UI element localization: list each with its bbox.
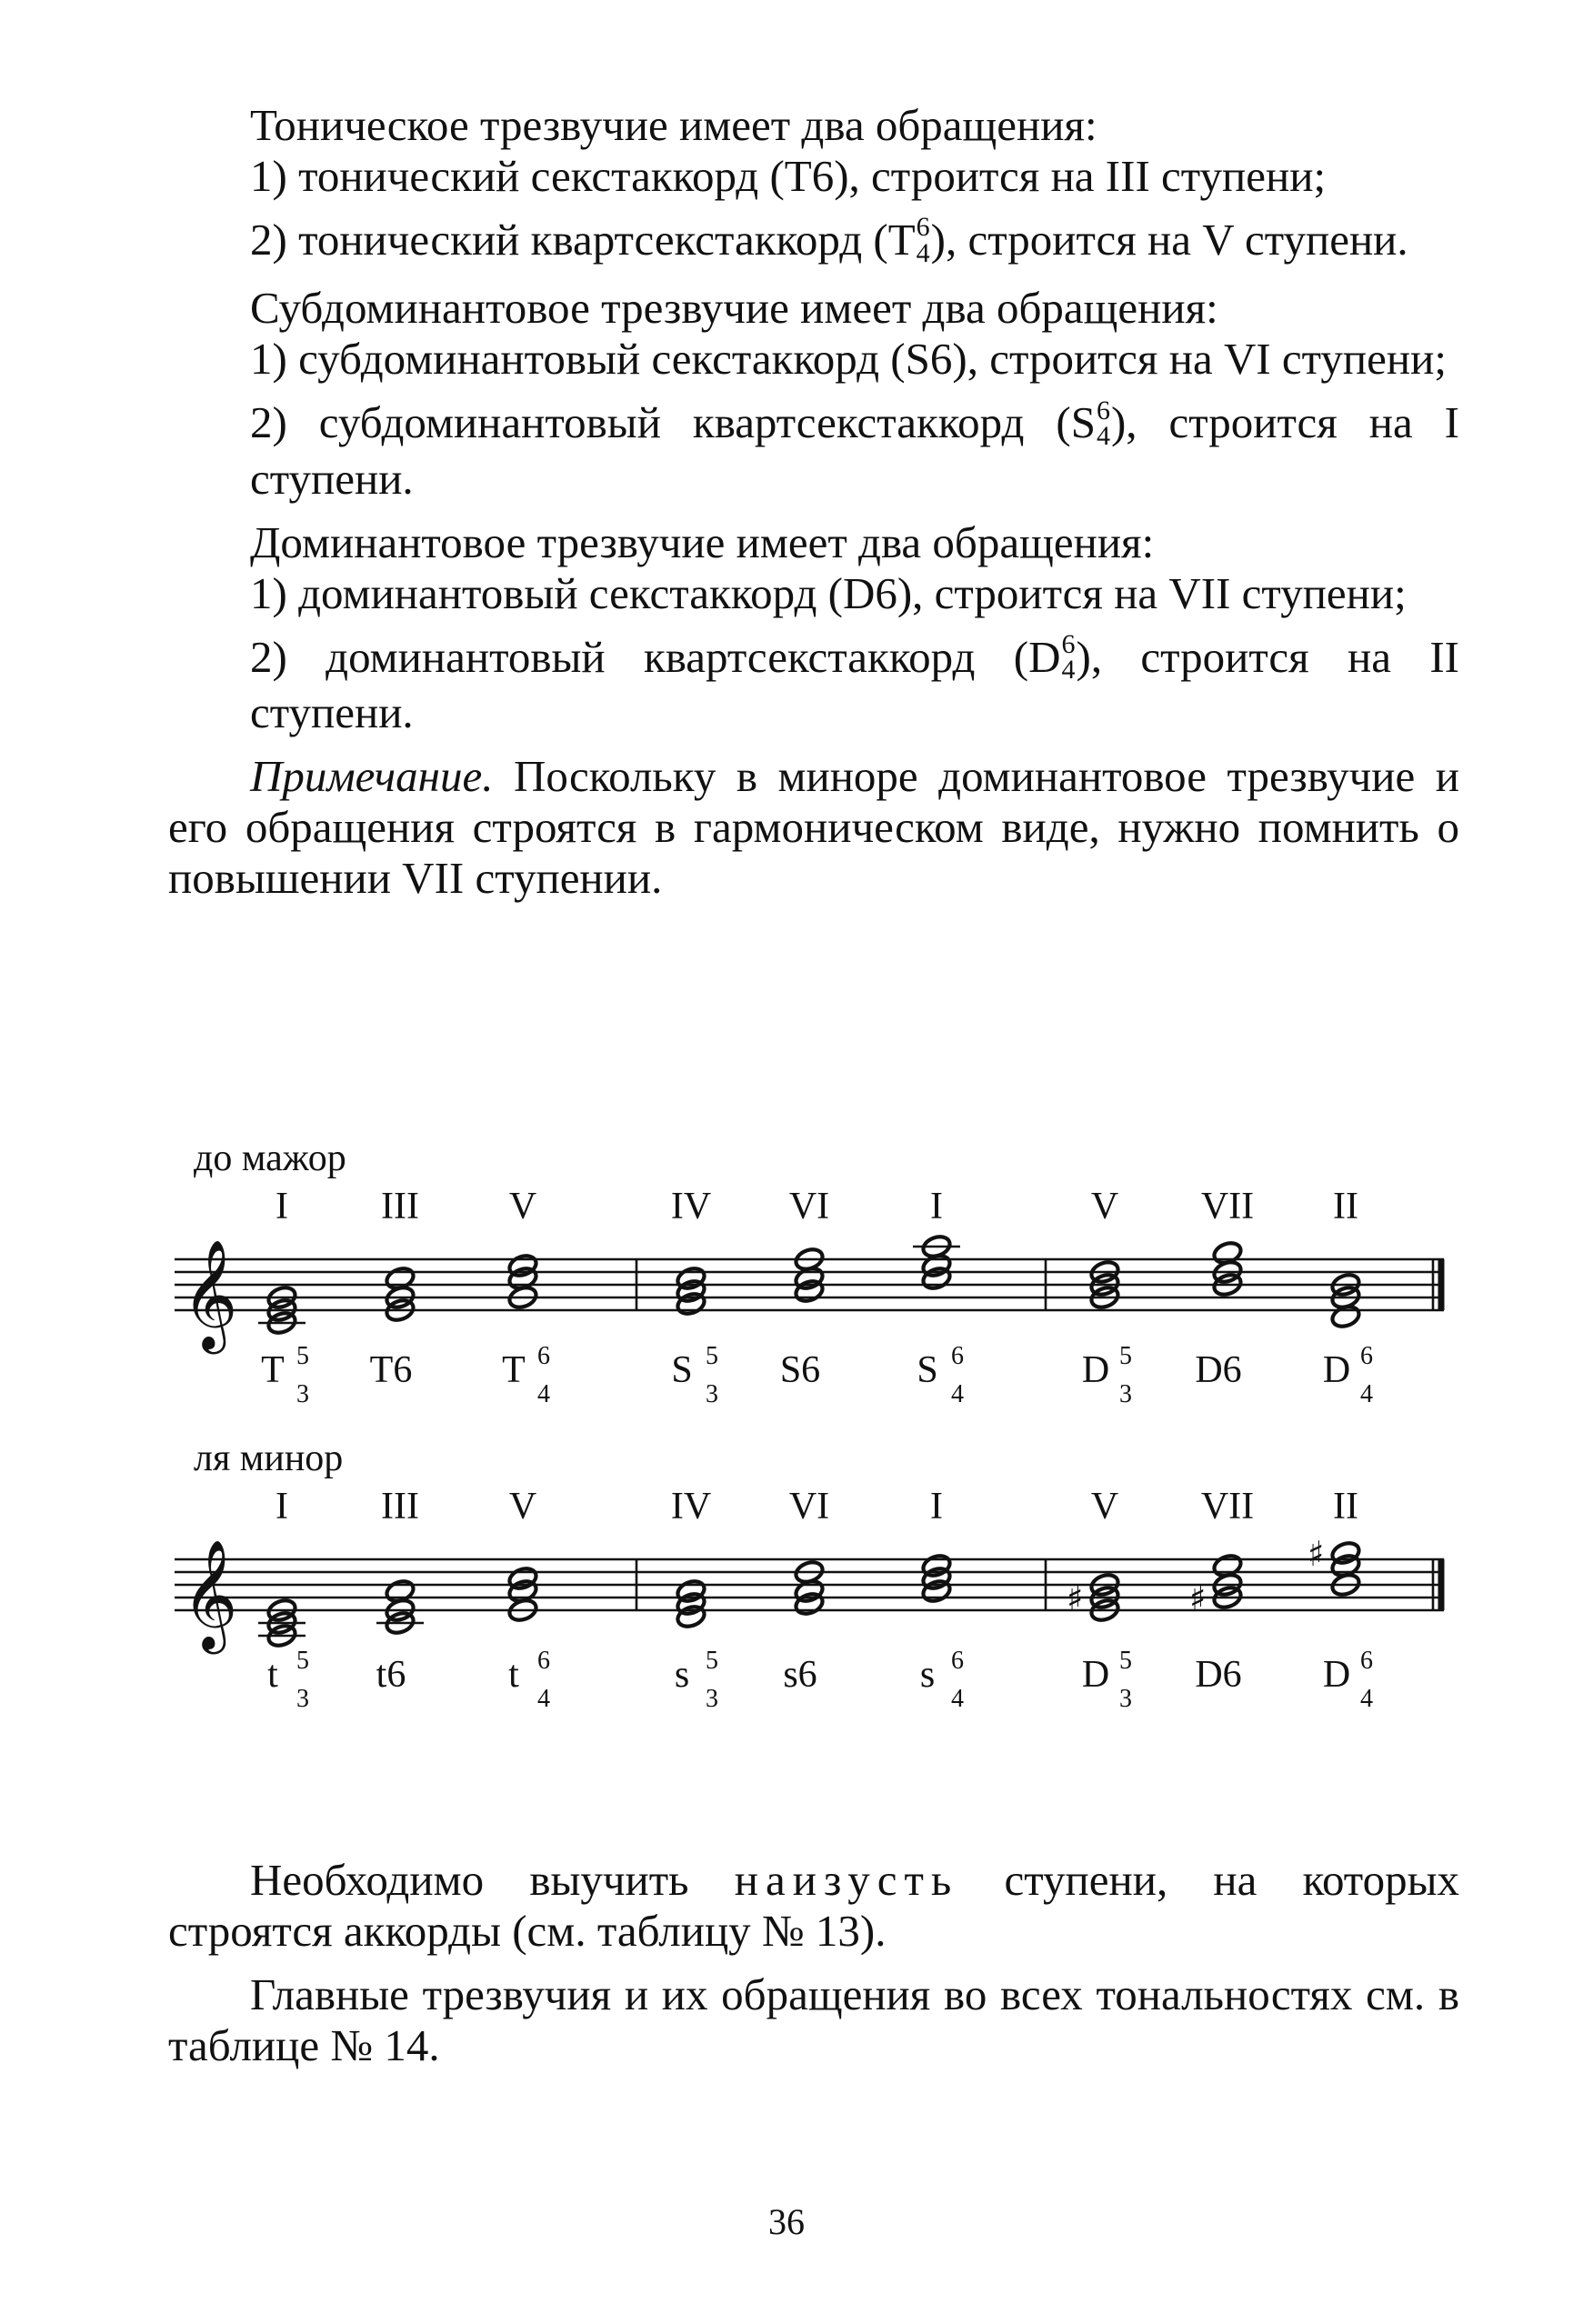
sharp-icon: ♯ — [1067, 1578, 1084, 1618]
degree-label: III — [381, 1486, 419, 1528]
function-label: s — [674, 1654, 690, 1696]
subdominant-item-2: 2) субдоминантовый квартсекстаккорд (S 6 4 ), строится на I ступени. — [250, 395, 1459, 504]
function-label: T — [261, 1349, 285, 1391]
degree-label: VII — [1200, 1486, 1255, 1528]
note-paragraph: Примечание. Поскольку в миноре доминантовое трезвучие и его обращения строятся в гармоническом виде, нужно помнить о повышении VII ступении. — [168, 750, 1459, 903]
function-figure-top: 5 — [706, 1342, 718, 1370]
degree-label: VII — [1200, 1186, 1255, 1227]
staff-a-minor — [175, 1486, 1444, 1713]
degree-label: V — [1090, 1186, 1119, 1227]
dominant-item-1: 1) доминантовый секстаккорд (D6), строится на VII ступени; — [250, 567, 1407, 618]
function-figure-top: 5 — [296, 1342, 309, 1370]
whole-note — [920, 1552, 952, 1578]
function-figure-bottom: 3 — [706, 1685, 718, 1713]
dominant-item-2: 2) доминантовый квартсекстаккорд (D 6 4 ), строится на II ступени. — [250, 628, 1459, 737]
tonic-title: Тоническое трезвучие имеет два обращения: — [250, 100, 1097, 150]
function-figure-top: 6 — [537, 1342, 550, 1370]
function-label: T — [502, 1349, 526, 1391]
function-figure-bottom: 4 — [1360, 1380, 1373, 1408]
function-label: D — [1081, 1654, 1110, 1696]
subdominant-title: Субдоминантовое трезвучие имеет два обращения: — [250, 283, 1218, 334]
whole-note — [1211, 1239, 1243, 1266]
degree-label: I — [930, 1186, 943, 1227]
function-figure-top: 6 — [537, 1647, 550, 1675]
whole-note — [384, 1265, 416, 1291]
degree-label: VI — [788, 1186, 830, 1227]
degree-label: VI — [788, 1486, 830, 1528]
whole-note — [1211, 1552, 1243, 1578]
function-figure-bottom: 4 — [951, 1380, 964, 1408]
function-figure-bottom: 3 — [706, 1380, 718, 1408]
function-figure-top: 5 — [296, 1647, 309, 1675]
example-2-key-label: ля минор — [194, 1437, 344, 1479]
outro-text — [168, 1855, 1459, 2071]
function-label: S6 — [779, 1349, 821, 1391]
function-figure-bottom: 4 — [951, 1685, 964, 1713]
whole-note — [506, 1252, 538, 1278]
treble-clef-icon: 𝄞 — [182, 1538, 238, 1649]
function-figure-top: 5 — [1119, 1647, 1132, 1675]
degree-label: II — [1333, 1486, 1358, 1528]
degree-label: V — [508, 1486, 537, 1528]
degree-label: V — [508, 1186, 537, 1227]
function-label: t6 — [376, 1654, 406, 1696]
degree-label: I — [930, 1486, 943, 1528]
degree-label: I — [276, 1186, 288, 1227]
page-number: 36 — [768, 2201, 805, 2242]
tonic-item-2: 2) тонический квартсекстаккорд (T 6 4 ), строится на V ступени. — [250, 212, 1408, 268]
tonic-item-1: 1) тонический секстаккорд (T6), строится на III ступени; — [250, 151, 1327, 201]
note-label: Примечание. — [250, 750, 494, 801]
function-figure-bottom: 3 — [1119, 1380, 1132, 1408]
function-label: t — [267, 1654, 278, 1696]
function-figure-top: 5 — [706, 1647, 718, 1675]
degree-label: I — [276, 1486, 288, 1528]
degree-label: IV — [670, 1486, 712, 1528]
function-label: D — [1322, 1349, 1351, 1391]
function-figure-bottom: 4 — [537, 1685, 550, 1713]
function-figure-top: 6 — [951, 1342, 964, 1370]
whole-note — [506, 1565, 538, 1591]
treble-clef-icon: 𝄞 — [182, 1238, 238, 1349]
sharp-icon: ♯ — [1307, 1534, 1325, 1574]
function-label: T6 — [369, 1349, 413, 1391]
whole-note — [675, 1265, 706, 1291]
degree-label: II — [1333, 1186, 1358, 1227]
whole-note — [384, 1578, 416, 1604]
learn-paragraph: Необходимо выучить наизусть ступени, на которых строятся аккорды (см. таблицу № 13). — [168, 1855, 1459, 1956]
degree-label: III — [381, 1186, 419, 1227]
function-label: D — [1322, 1654, 1351, 1696]
function-label: S — [671, 1349, 693, 1391]
main-triads-paragraph: Главные трезвучия и их обращения во всех тональностях см. в таблице № 14. — [168, 1969, 1459, 2070]
function-figure-bottom: 4 — [537, 1380, 550, 1408]
function-label: D6 — [1195, 1349, 1242, 1391]
function-figure-top: 6 — [1360, 1647, 1373, 1675]
function-figure-bottom: 3 — [1119, 1685, 1132, 1713]
function-figure-top: 6 — [1360, 1342, 1373, 1370]
sharp-icon: ♯ — [1189, 1578, 1207, 1618]
function-figure-bottom: 3 — [296, 1380, 309, 1408]
function-label: t — [508, 1654, 519, 1696]
function-figure-top: 6 — [951, 1647, 964, 1675]
dominant-title: Доминантовое трезвучие имеет два обращения: — [250, 516, 1155, 567]
whole-note — [1329, 1539, 1361, 1566]
function-label: s — [919, 1654, 936, 1696]
degree-label: IV — [670, 1186, 712, 1227]
function-label: S — [917, 1349, 938, 1391]
function-label: D — [1081, 1349, 1110, 1391]
function-label: D6 — [1195, 1654, 1242, 1696]
degree-label: V — [1090, 1486, 1119, 1528]
example-1-key-label: до мажор — [194, 1137, 346, 1179]
function-figure-bottom: 3 — [296, 1685, 309, 1713]
whole-note — [675, 1578, 706, 1604]
function-label: s6 — [783, 1654, 817, 1696]
function-figure-bottom: 4 — [1360, 1685, 1373, 1713]
subdominant-item-1: 1) субдоминантовый секстаккорд (S6), строится на VI ступени; — [250, 334, 1447, 385]
staff-c-major — [175, 1186, 1444, 1408]
function-figure-top: 5 — [1119, 1342, 1132, 1370]
